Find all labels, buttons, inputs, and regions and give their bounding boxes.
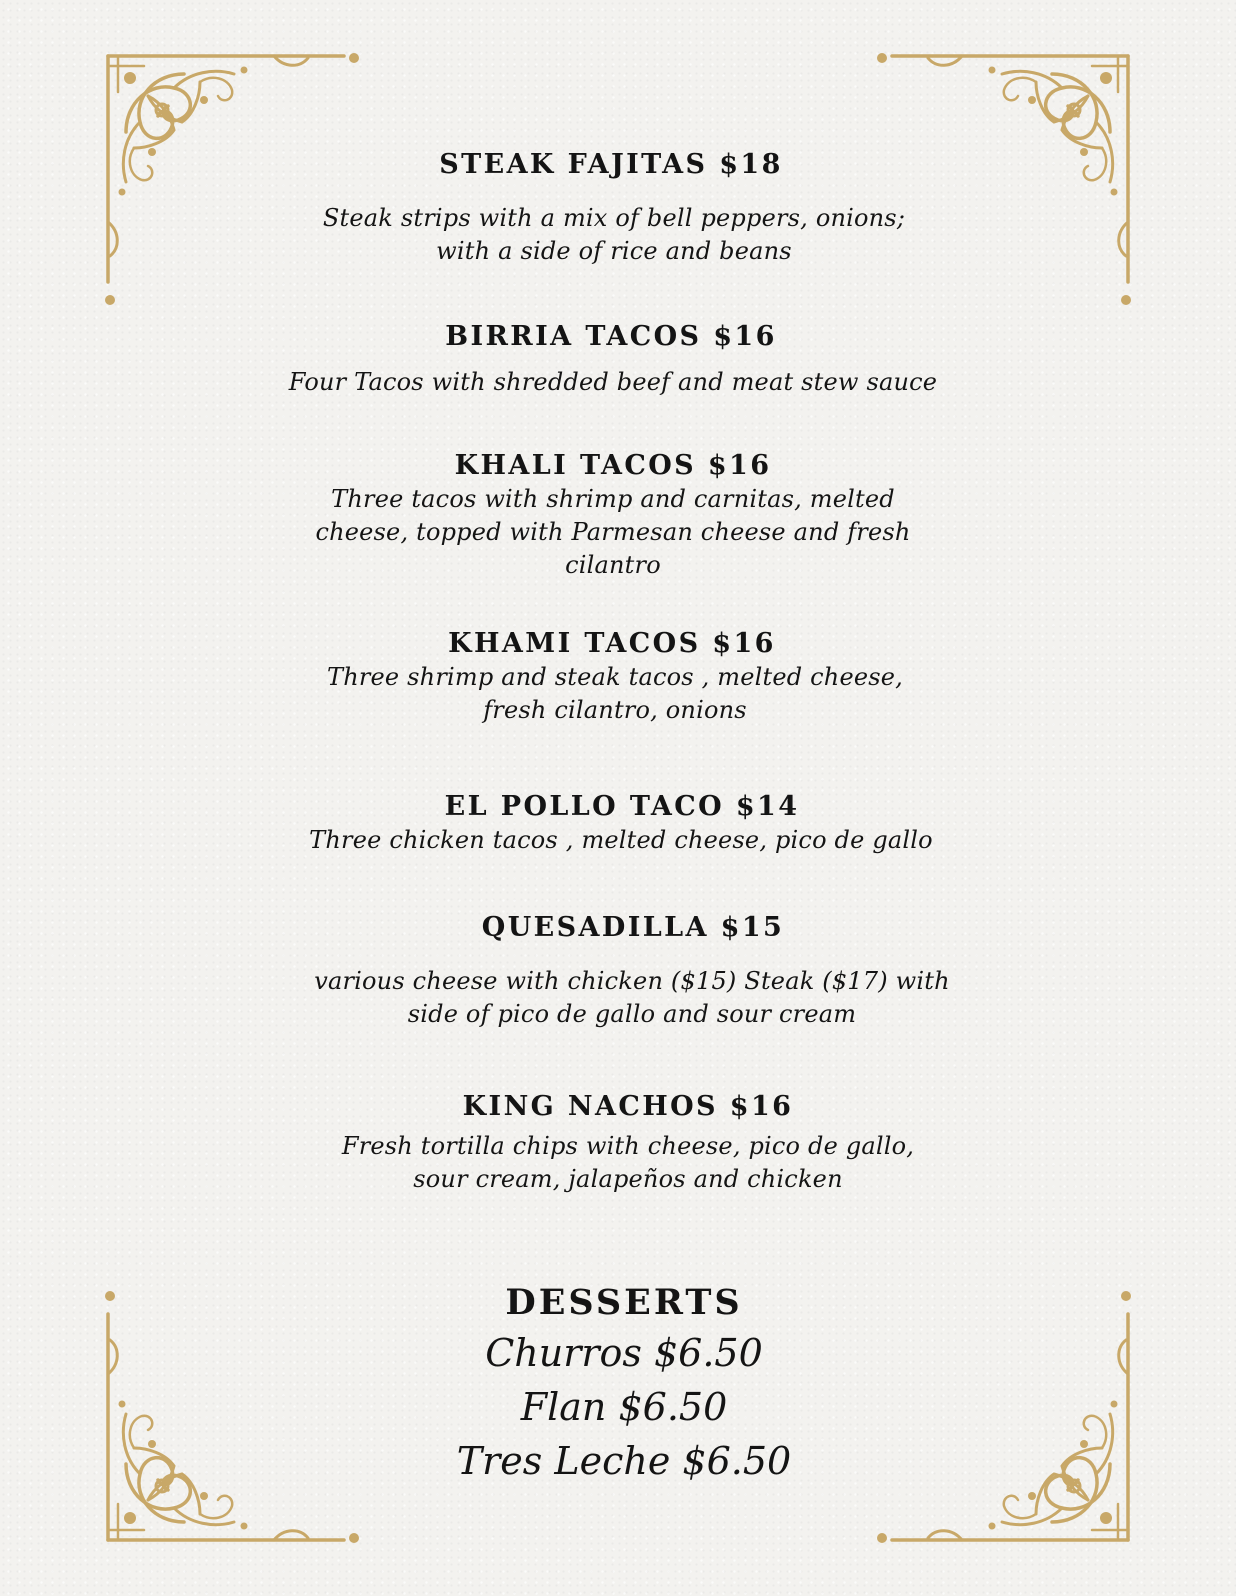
menu-item-title: KHALI TACOS $16 xyxy=(454,450,772,481)
dessert-item: Tres Leche $6.50 xyxy=(456,1439,792,1483)
description-line: Steak strips with a mix of bell peppers, onions; xyxy=(322,204,906,232)
menu-item-title: KING NACHOS $16 xyxy=(462,1091,794,1122)
desserts-heading: DESSERTS xyxy=(505,1282,743,1323)
menu-item-title: QUESADILLA $15 xyxy=(481,912,785,943)
filigree-corner-icon xyxy=(872,52,1132,312)
menu-item-description xyxy=(210,202,1018,268)
dessert-item: Churros $6.50 xyxy=(485,1331,763,1375)
description-line: Three tacos with shrimp and carnitas, melted xyxy=(331,485,895,513)
menu-item-title: BIRRIA TACOS $16 xyxy=(445,321,777,352)
menu-item-description xyxy=(208,483,1018,582)
menu-item-description xyxy=(212,661,1018,727)
description-line: Three chicken tacos , melted cheese, pico de gallo xyxy=(309,826,933,854)
description-line: fresh cilantro, onions xyxy=(483,696,747,724)
menu-item-description xyxy=(224,824,1018,857)
description-line: cilantro xyxy=(565,551,661,579)
menu-item-description xyxy=(208,366,1018,399)
menu-item-title: KHAMI TACOS $16 xyxy=(448,628,776,659)
description-line: cheese, topped with Parmesan cheese and fresh xyxy=(315,518,911,546)
menu-item-title: STEAK FAJITAS $18 xyxy=(439,149,783,180)
description-line: Three shrimp and steak tacos , melted cheese, xyxy=(326,663,904,691)
description-line: various cheese with chicken ($15) Steak ($17) with xyxy=(314,967,950,995)
menu-item-description xyxy=(238,1130,1018,1196)
description-line: Fresh tortilla chips with cheese, pico de gallo, xyxy=(341,1132,915,1160)
description-line: sour cream, jalapeños and chicken xyxy=(413,1165,843,1193)
description-line: with a side of rice and beans xyxy=(436,237,792,265)
description-line: side of pico de gallo and sour cream xyxy=(407,1000,857,1028)
dessert-item: Flan $6.50 xyxy=(520,1385,728,1429)
desserts-section xyxy=(218,1280,1018,1488)
description-line: Four Tacos with shredded beef and meat stew sauce xyxy=(288,368,938,396)
filigree-corner-icon xyxy=(104,52,364,312)
menu-item-title: EL POLLO TACO $14 xyxy=(444,791,800,822)
menu-item-description xyxy=(246,965,1018,1031)
